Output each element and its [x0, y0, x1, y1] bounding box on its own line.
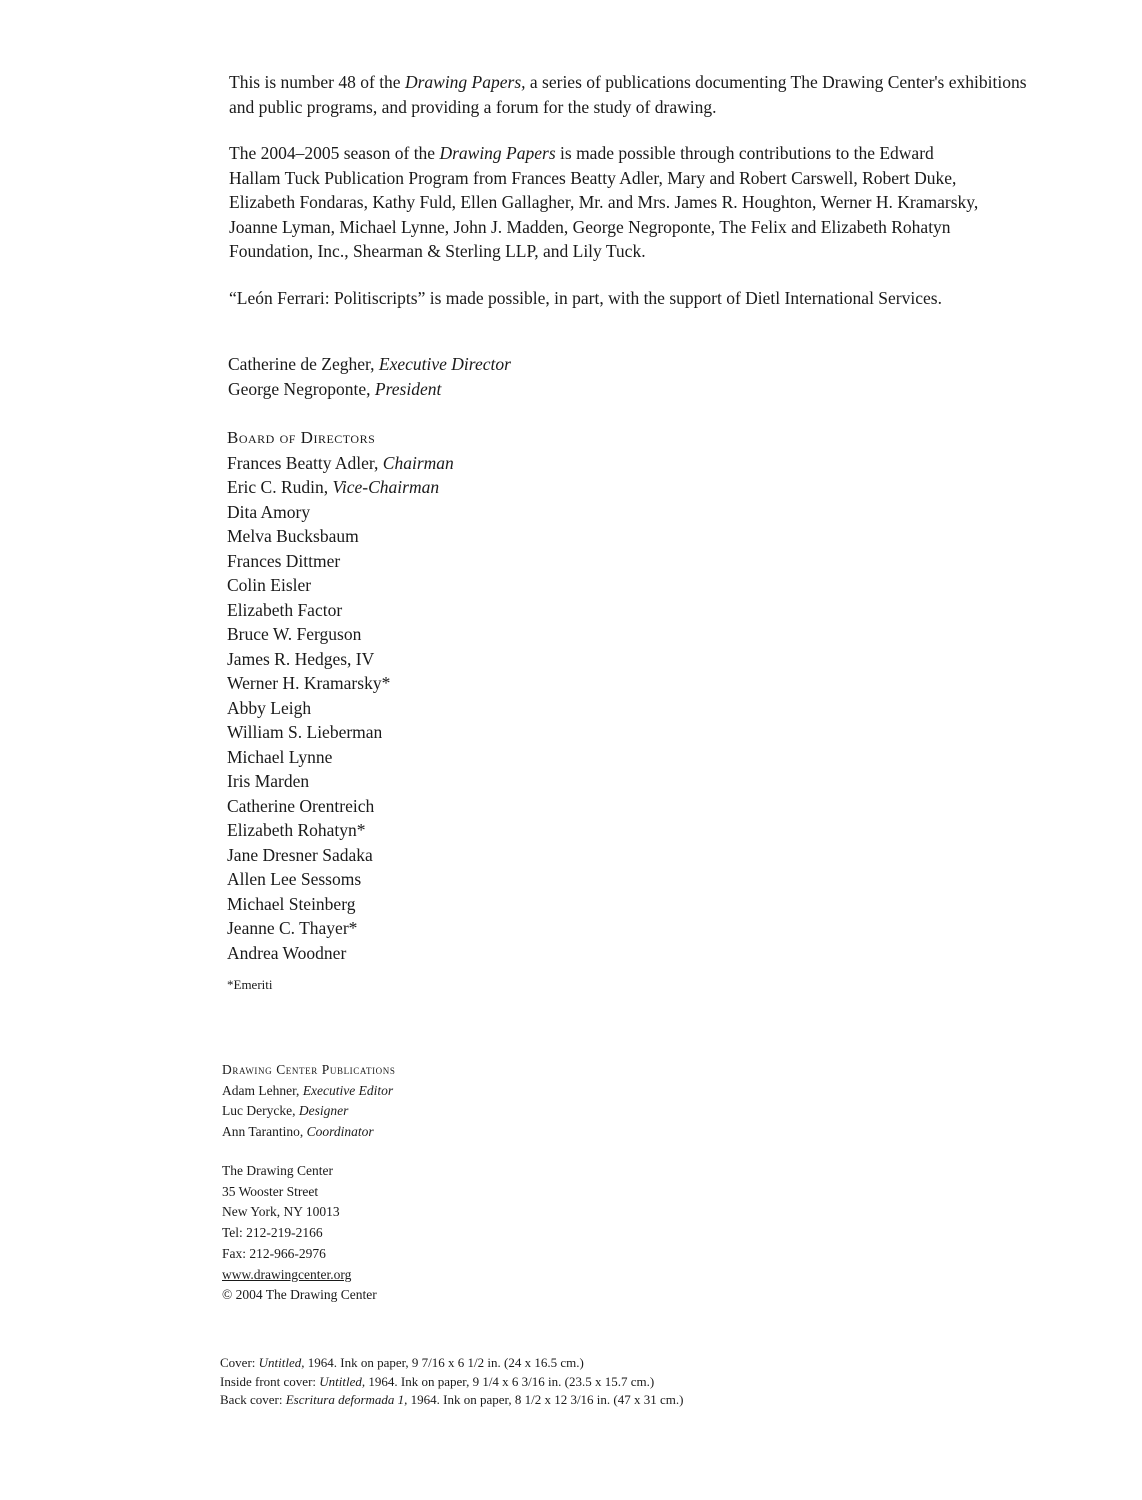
board-member [227, 794, 454, 819]
support-statement: “León Ferrari: Politiscripts” is made possible, in part, with the support of Dietl International Services. [229, 288, 942, 308]
board-member-name: Jane Dresner Sadaka [227, 844, 373, 865]
cover-title: Escritura deformada 1, [285, 1392, 408, 1407]
board-member [227, 818, 454, 843]
board-member [227, 941, 454, 966]
board-member [227, 549, 454, 574]
board-member [227, 475, 454, 500]
copyright: © 2004 The Drawing Center [222, 1287, 377, 1303]
cover-title: Untitled, [319, 1373, 366, 1389]
leader-row [228, 377, 511, 402]
publications-heading: Drawing Center Publications [222, 1062, 396, 1077]
staff-row [222, 1081, 395, 1102]
cover-title: Untitled, [258, 1355, 305, 1370]
board-of-directors [227, 426, 454, 998]
p1-text-a: This is number 48 of the [229, 72, 405, 92]
staff-role: Designer [298, 1103, 349, 1119]
board-member-name: Dita Amory [227, 501, 311, 522]
board-member [227, 916, 454, 941]
board-member-name: James R. Hedges, IV [227, 648, 375, 669]
board-member [227, 720, 454, 745]
cover-details: 1964. Ink on paper, 8 1/2 x 12 3/16 in. (47 x 31 cm.) [410, 1392, 684, 1407]
emeriti-footnote: *Emeriti [227, 977, 273, 992]
staff-role: Coordinator [306, 1124, 374, 1140]
board-member-name: William S. Lieberman [227, 722, 383, 742]
board-member-name: Frances Dittmer [227, 550, 341, 571]
board-member-list [227, 451, 454, 966]
board-member-name: Andrea Woodner [227, 942, 347, 963]
p2-text-a: The 2004–2005 season of the [229, 143, 440, 163]
board-member [227, 843, 454, 868]
board-member-name: Catherine Orentreich [227, 795, 375, 816]
p1-text-b: a series of publications documenting The Drawing Center's exhibitions and public programs, and providing a forum for the study of drawing. [229, 72, 1027, 117]
board-member-name: Melva Bucksbaum [227, 526, 359, 546]
board-member-name: Bruce W. Ferguson [227, 624, 362, 644]
p1-series-title: Drawing Papers, [404, 72, 526, 92]
board-member-name: Eric C. Rudin, [227, 477, 329, 497]
board-member-name: Michael Steinberg [227, 893, 356, 914]
cover-credit-row [220, 1373, 683, 1392]
staff-row [222, 1122, 395, 1143]
board-member [227, 451, 454, 476]
city: New York, NY 10013 [222, 1204, 340, 1220]
board-member [227, 867, 454, 892]
org-name: The Drawing Center [222, 1163, 333, 1178]
cover-credits [220, 1354, 683, 1410]
intro-paragraph-3 [229, 286, 1029, 311]
cover-label: Cover: [220, 1355, 256, 1370]
leader-role: President [374, 378, 442, 399]
board-member-name: Elizabeth Factor [227, 599, 343, 620]
leader-row [228, 352, 511, 377]
board-member-name: Abby Leigh [227, 697, 312, 718]
leadership-list [228, 352, 511, 401]
leader-name: George Negroponte, [228, 378, 371, 399]
board-member-role: Vice-Chairman [332, 477, 440, 497]
staff-row [222, 1101, 395, 1122]
board-member-name: Colin Eisler [227, 575, 312, 595]
board-member-name: Elizabeth Rohatyn* [227, 820, 366, 840]
p2-series-title: Drawing Papers [439, 143, 556, 163]
board-member [227, 524, 454, 549]
board-member-role: Chairman [382, 452, 454, 473]
board-member [227, 769, 454, 794]
fax: Fax: 212-966-2976 [222, 1245, 326, 1261]
p2-text-b: is made possible through contributions to the Edward Hallam Tuck Publication Program from Frances Beatty Adler, Mary and Robert Carswell, Robert Duke, Elizabeth Fondaras, Kathy Fuld, Ellen Gallagher, Mr. and Mrs. James R. Houghton, Werner H. Kramarsky, Joanne Lyman, Michael Lynne, John J. Madden, George Negroponte, The Felix and Elizabeth Rohatyn Foundation, Inc., Shearman & Sterling LLP, and Lily Tuck. [229, 143, 979, 261]
board-member [227, 696, 454, 721]
board-member-name: Allen Lee Sessoms [227, 869, 362, 889]
cover-label: Inside front cover: [220, 1373, 317, 1389]
board-member [227, 892, 454, 917]
staff-name: Luc Derycke, [222, 1103, 296, 1119]
board-member-name: Werner H. Kramarsky* [227, 673, 391, 693]
cover-details: 1964. Ink on paper, 9 7/16 x 6 1/2 in. (24 x 16.5 cm.) [307, 1355, 584, 1370]
cover-credit-row [220, 1391, 683, 1410]
board-heading: Board of Directors [227, 428, 376, 447]
website-link[interactable]: www.drawingcenter.org [222, 1266, 352, 1282]
board-member [227, 598, 454, 623]
cover-credit-row [220, 1354, 683, 1373]
staff-name: Adam Lehner, [222, 1082, 300, 1098]
board-member [227, 647, 454, 672]
board-member [227, 671, 454, 696]
leader-role: Executive Director [378, 354, 511, 374]
leader-name: Catherine de Zegher, [228, 354, 375, 374]
board-member-name: Frances Beatty Adler, [227, 452, 379, 473]
cover-label: Back cover: [220, 1392, 283, 1407]
board-member [227, 622, 454, 647]
cover-details: 1964. Ink on paper, 9 1/4 x 6 3/16 in. (23.5 x 15.7 cm.) [368, 1373, 655, 1389]
intro-paragraph-1 [229, 70, 1029, 119]
board-member-name: Michael Lynne [227, 746, 333, 767]
board-member-name: Iris Marden [227, 771, 310, 791]
intro-paragraph-2 [229, 141, 989, 264]
telephone: Tel: 212-219-2166 [222, 1225, 323, 1241]
staff-name: Ann Tarantino, [222, 1124, 304, 1140]
street: 35 Wooster Street [222, 1183, 319, 1199]
staff-role: Executive Editor [302, 1082, 394, 1098]
board-member [227, 500, 454, 525]
board-member [227, 573, 454, 598]
board-member [227, 745, 454, 770]
board-member-name: Jeanne C. Thayer* [227, 918, 358, 938]
contact-address [222, 1161, 377, 1306]
publications-staff [222, 1060, 395, 1143]
